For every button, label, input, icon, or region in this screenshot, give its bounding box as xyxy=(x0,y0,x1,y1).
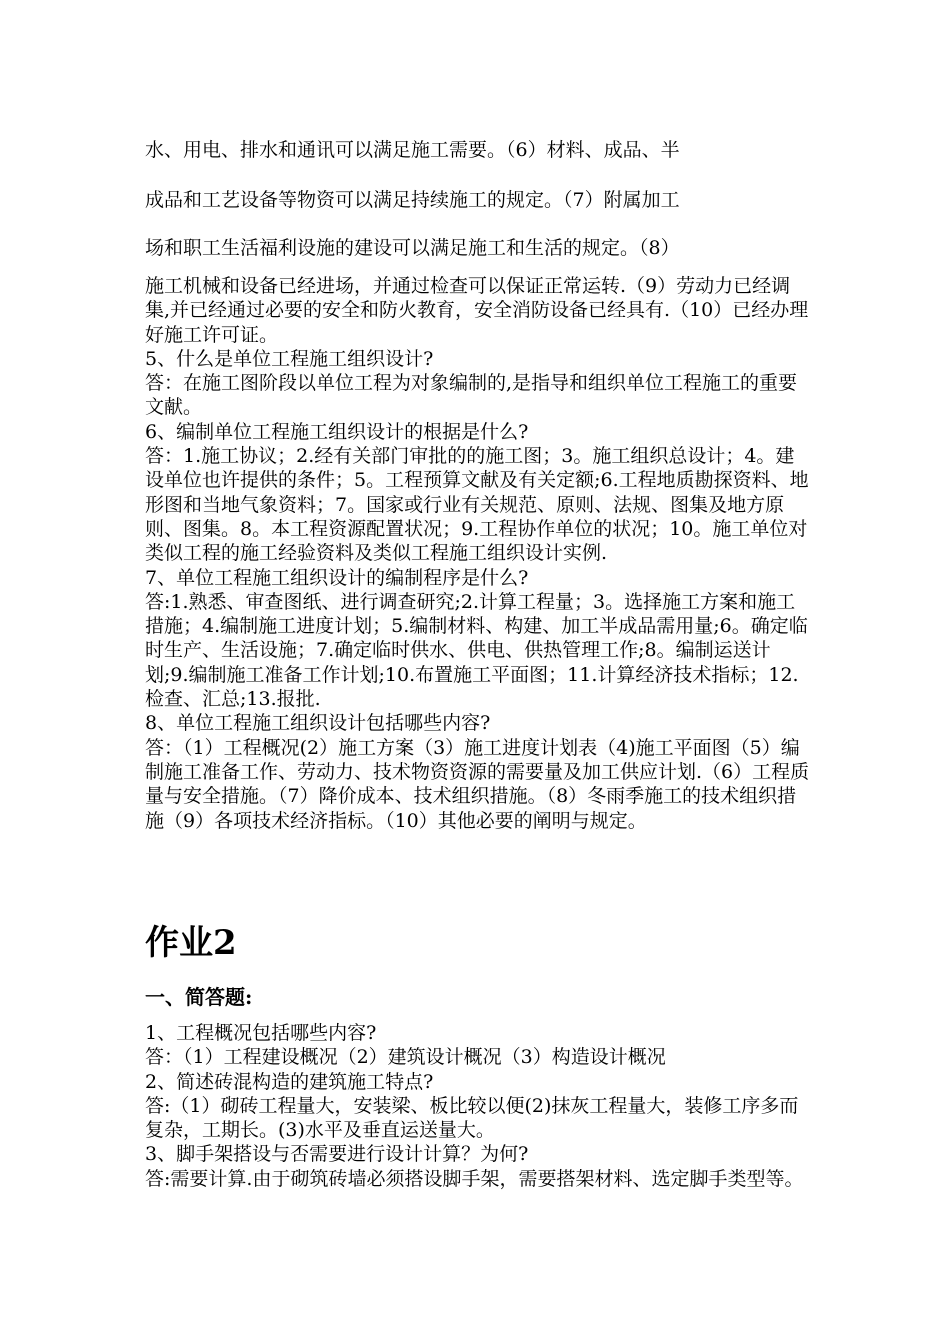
answer: 答:（1）砌砖工程量大，安装梁、板比较以便(2)抹灰工程量大，装修工序多而复杂，工期长。(3)水平及垂直运送量大。 xyxy=(145,1094,799,1142)
answer: 答:需要计算.由于砌筑砖墙必须搭设脚手架，需要搭架材料、选定脚手类型等。 xyxy=(145,1167,804,1190)
subsection-heading: 一、简答题: xyxy=(145,985,253,1009)
answer: 答：（1）工程概况(2）施工方案（3）施工进度计划表（4)施工平面图（5）编制施工准备工作、劳动力、技术物资资源的需要量及加工供应计划.（6）工程质量与安全措施。（7）降价成本、技术组织措施。（8）冬雨季施工的技术组织措施（9）各项技术经济指标。（10）其他必要的阐明与规定。 xyxy=(145,736,810,832)
question: 3、脚手架搭设与否需要进行设计计算？为何? xyxy=(145,1143,529,1166)
question: 8、单位工程施工组织设计包括哪些内容? xyxy=(145,712,491,735)
answer-section-1 xyxy=(145,274,810,833)
answer: 答:1.熟悉、审查图纸、进行调查研究;2.计算工程量；3。选择施工方案和施工措施；4.编制施工进度计划；5.编制材料、构建、加工半成品需用量;6。确定临时生产、生活设施；7.确定临时供水、供电、供热管理工作;8。编制运送计划;9.编制施工准备工作计划;10.布置施工平面图；11.计算经济技术指标；12.检查、汇总;13.报批. xyxy=(145,590,808,711)
paragraph-line: 场和职工生活福利设施的建设可以满足施工和生活的规定。（8） xyxy=(145,237,680,259)
answer: 答：1.施工协议；2.经有关部门审批的的施工图；3。施工组织总设计；4。建设单位也许提供的条件；5。工程预算文献及有关定额;6.工程地质勘探资料、地形图和当地气象资料；7。国家或行业有关规范、原则、法规、图集及地方原则、图集。8。本工程资源配置状况；9.工程协作单位的状况；10。施工单位对类似工程的施工经验资料及类似工程施工组织设计实例. xyxy=(145,445,809,565)
section-heading: 作业2 xyxy=(145,923,237,963)
question: 7、单位工程施工组织设计的编制程序是什么? xyxy=(145,566,529,589)
question: 6、编制单位工程施工组织设计的根据是什么? xyxy=(145,420,529,443)
answer: 答：（1）工程建设概况（2）建筑设计概况（3）构造设计概况 xyxy=(145,1046,666,1069)
question: 5、什么是单位工程施工组织设计? xyxy=(145,347,434,370)
question: 2、简述砖混构造的建筑施工特点? xyxy=(145,1070,434,1093)
paragraph-line: 成品和工艺设备等物资可以满足持续施工的规定。（7）附属加工 xyxy=(145,189,680,211)
question: 1、工程概况包括哪些内容? xyxy=(145,1022,377,1044)
answer: 答：在施工图阶段以单位工程为对象编制的,是指导和组织单位工程施工的重要文献。 xyxy=(145,372,798,419)
answer-section-2 xyxy=(145,1021,810,1191)
paragraph: 施工机械和设备已经进场，并通过检查可以保证正常运转.（9）劳动力已经调集,并已经通过必要的安全和防火教育，安全消防设备已经具有.（10）已经办理好施工许可证。 xyxy=(145,275,809,346)
paragraph-line: 水、用电、排水和通讯可以满足施工需要。（6）材料、成品、半 xyxy=(145,139,680,161)
